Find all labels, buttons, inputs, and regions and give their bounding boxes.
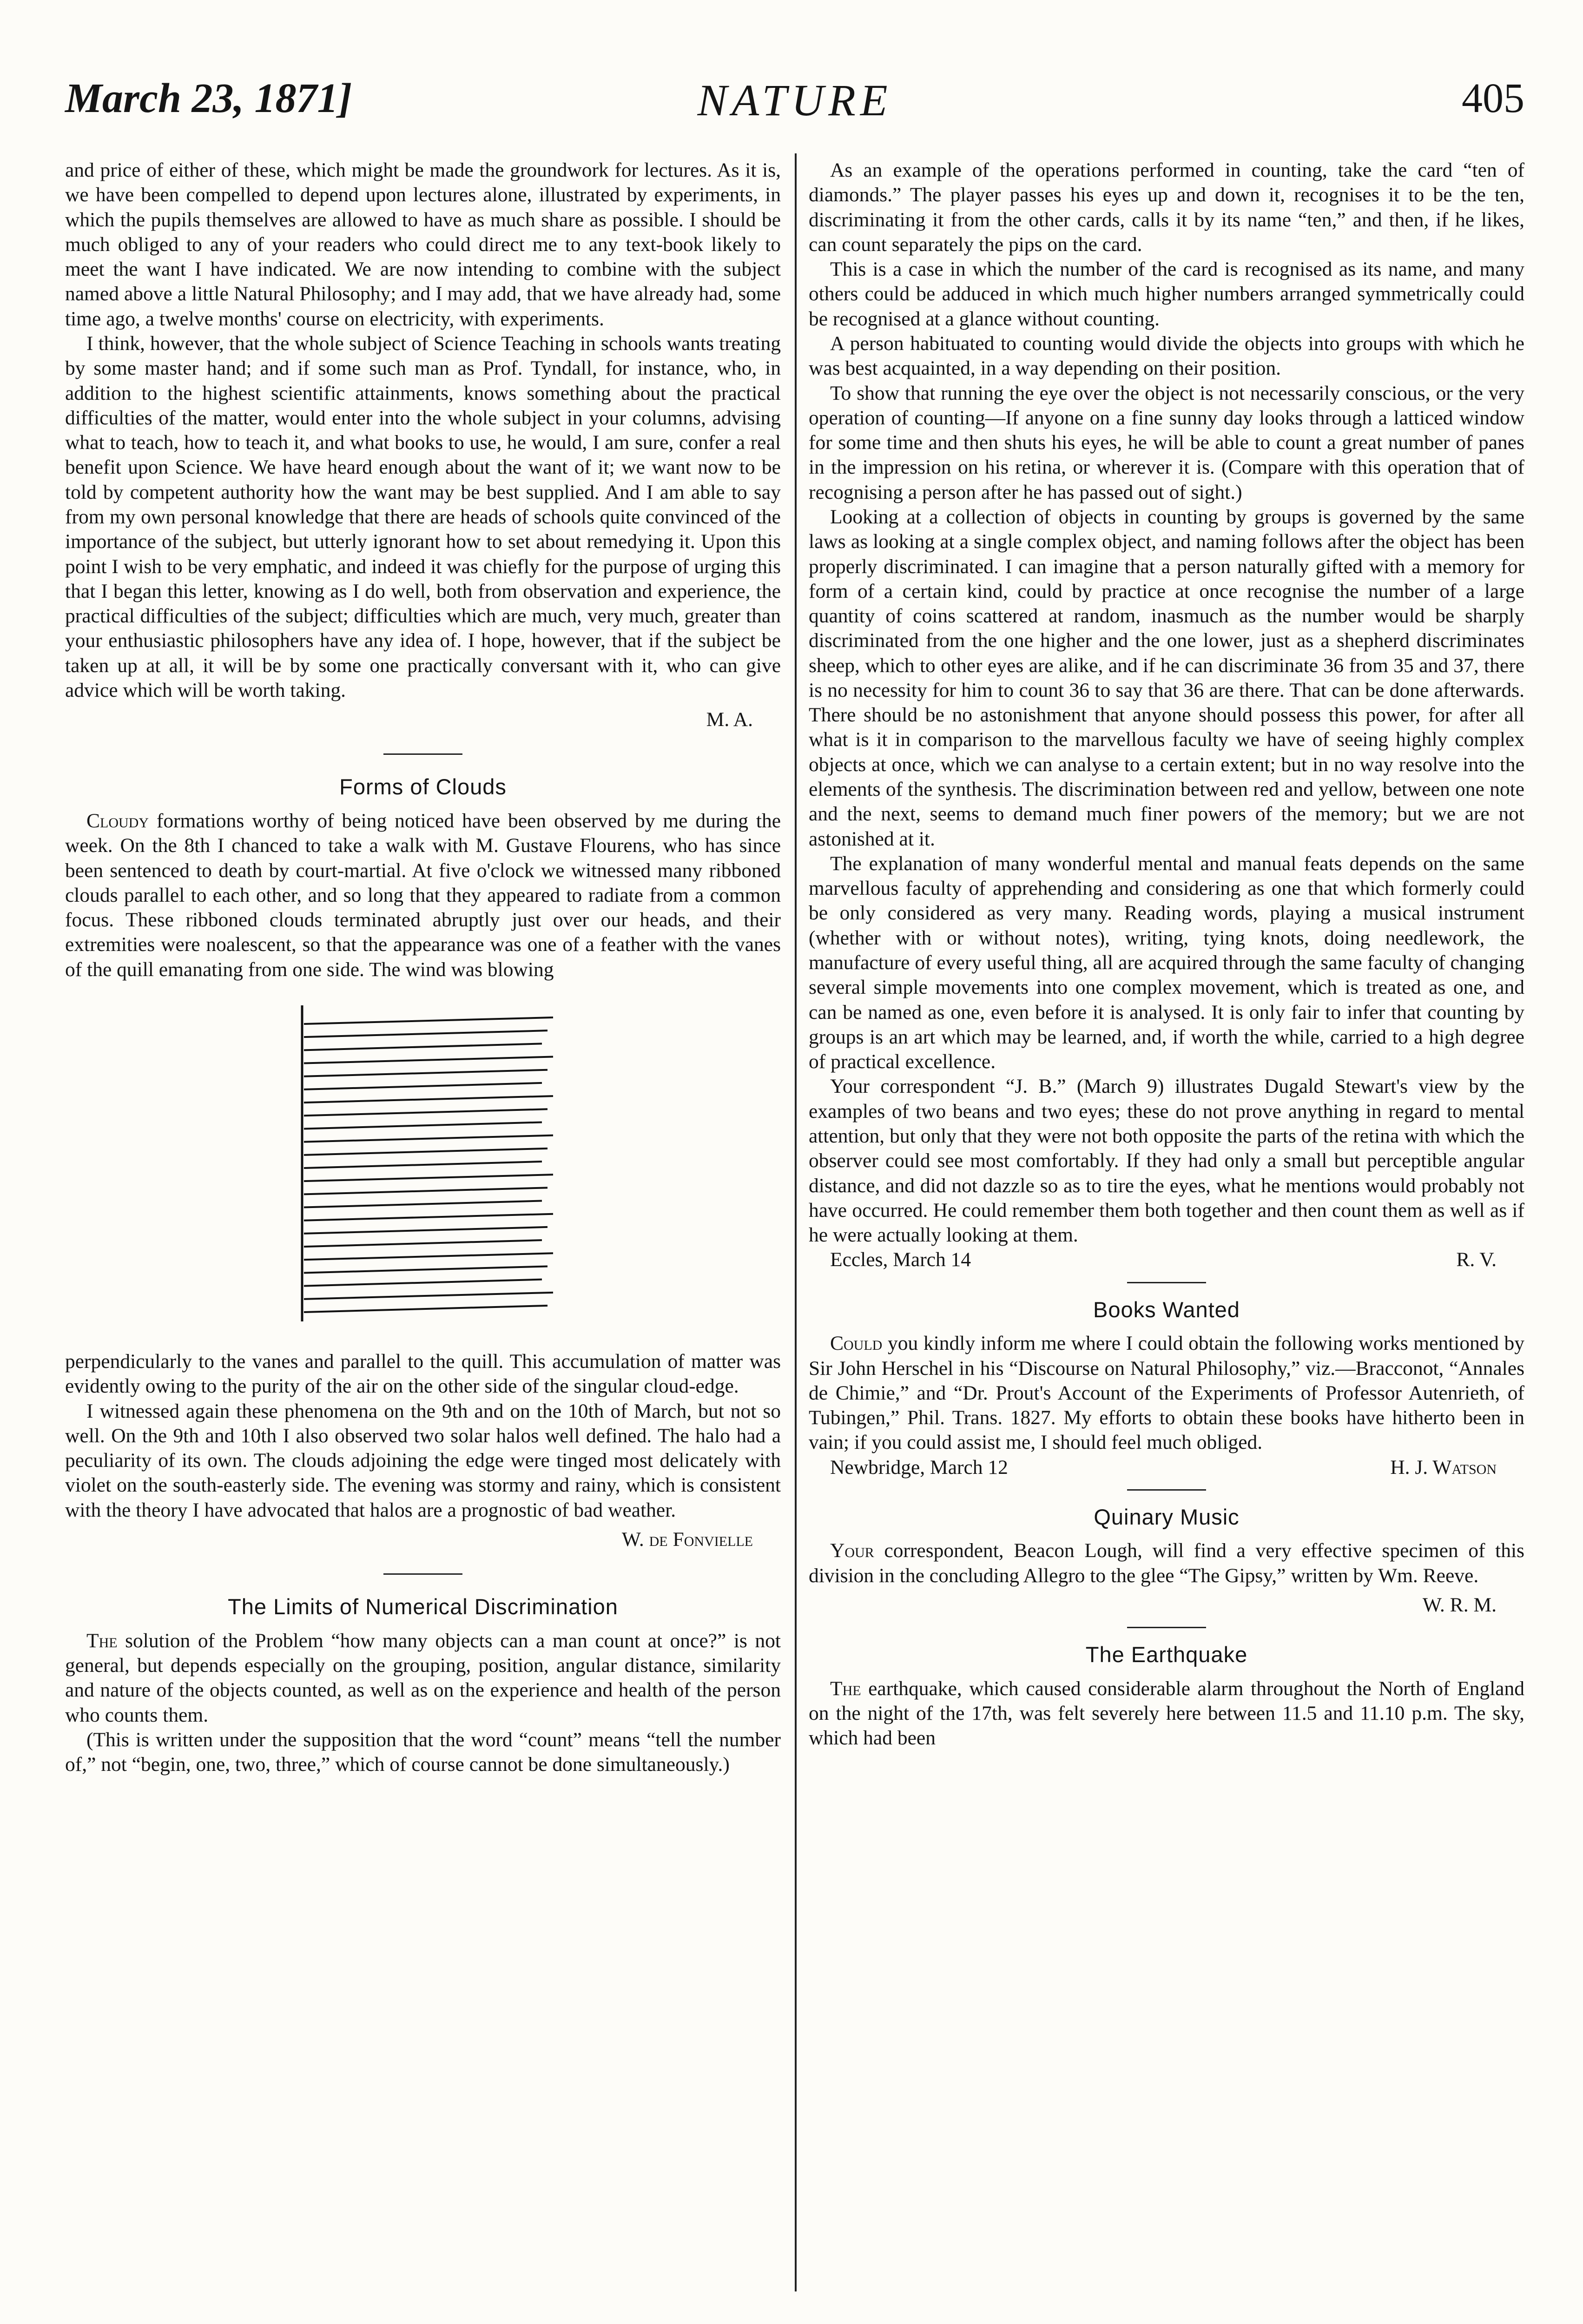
diagram-vane-line [304, 1266, 547, 1273]
left-column [65, 158, 781, 1777]
section-title-quinary: Quinary Music [1094, 1504, 1240, 1529]
limits-paragraph: The explanation of many wonderful mental and manual feats depends on the same marvellous faculty of apprehending and considering as one that which formerly could be only considered as very many. Reading words, playing a musical instrument (whether with or without notes), writing, tying knots, doing needlework, the manufacture of every useful thing, all are acquired through the same faculty of changing several simple movements into one complex movement, which is treated as one, and can be named as one, even before it is analysed. It is only fair to infer that counting by groups is an art which may be learned, and, if worth the while, carried to a high degree of practical excellence. [809, 852, 1524, 1073]
diagram-vane-line [304, 1188, 547, 1194]
clouds-paragraph: I witnessed again these phenomena on the 9th and on the 10th of March, but not so well. On the 9th and 10th I also observed two solar halos well defined. The halo had a peculiarity of its own. The clouds adjoining the edge were tinged most delicately with violet on the south-easterly side. The evening was stormy and rainy, which is consistent with the theory I have advocated that halos are a prognostic of bad weather. [65, 1400, 781, 1521]
limits-paragraph: As an example of the operations performed in counting, take the card “ten of diamonds.” The player passes his eyes up and down it, recognises it to be the ten, discriminating it from the other cards, calls it by its name “ten,” and then, if he likes, can count separately the pips on the card. [809, 159, 1524, 256]
diagram-vane-line [304, 1083, 542, 1089]
diagram-vanes [304, 1017, 553, 1312]
section-title-earthquake: The Earthquake [1085, 1642, 1248, 1667]
diagram-vane-line [304, 1293, 553, 1299]
limits-paragraph: This is a case in which the number of the card is recognised as its name, and many others could be adduced in which much higher numbers arranged symmetrically could be recognised at a glance without counting. [809, 258, 1524, 330]
limits-paragraph: To show that running the eye over the object is not necessarily conscious, or the very operation of counting—If anyone on a fine sunny day looks through a latticed window for some time and then shuts his eyes, he will be able to count a great number of panes in the impression on his retina, or wherever it is. (Compare with this operation that of recognising a person after he has passed out of sight.) [809, 382, 1524, 503]
diagram-vane-line [304, 1306, 547, 1312]
diagram-vane-line [304, 1136, 553, 1142]
limits-signature: R. V. [1456, 1248, 1497, 1271]
books-lead-word: Could [830, 1332, 883, 1355]
clouds-paragraph: perpendicularly to the vanes and parallel to the quill. This accumulation of matter was evidently owing to the purity of the air on the other side of the singular cloud-edge. [65, 1350, 781, 1398]
section-title-clouds: Forms of Clouds [339, 774, 507, 799]
section-divider [383, 753, 462, 755]
diagram-vane-line [304, 1201, 542, 1208]
diagram-vane-line [304, 1043, 542, 1050]
books-paragraph: you kindly inform me where I could obtain the following works mentioned by Sir John Herschel in his “Discourse on Natural Philosophy,” viz.—Bracconot, “Annales de Chimie,” and “Dr. Prout's Account of the Experiments of Professor Autenrieth, of Tubingen,” Phil. Trans. 1827. My efforts to obtain these books have hitherto been in vain; if you could assist me, I should feel much obliged. [809, 1332, 1524, 1454]
diagram-vane-line [304, 1122, 542, 1129]
page-number: 405 [1462, 75, 1524, 121]
right-column [809, 158, 1524, 1751]
diagram-vane-line [304, 1253, 553, 1260]
diagram-vane-line [304, 1030, 547, 1037]
clouds-lead-word: Cloudy [86, 810, 149, 832]
section-divider [383, 1573, 462, 1575]
issue-date: March 23, 1871] [65, 75, 352, 121]
limits-paragraph: (This is written under the supposition that the word “count” means “tell the number of,” not “begin, one, two, three,” which of course cannot be done simultaneously.) [65, 1728, 781, 1776]
quinary-paragraph: correspondent, Beacon Lough, will find a very effective specimen of this division in the concluding Allegro to the glee “The Gipsy,” written by Wm. Reeve. [809, 1539, 1524, 1587]
page-header [65, 70, 1524, 130]
section-title-books: Books Wanted [1093, 1297, 1240, 1322]
diagram-vane-line [304, 1070, 547, 1076]
limits-place: Eccles, March 14 [830, 1248, 971, 1271]
diagram-vane-line [304, 1240, 542, 1247]
clouds-paragraph: formations worthy of being noticed have been observed by me during the week. On the 8th I chanced to take a walk with M. Gustave Flourens, who has since been sentenced to death by court-martial. At five o'clock we witnessed many ribboned clouds parallel to each other, and so long that they appeared to radiate from a common focus. These ribboned clouds terminated abruptly just over our heads, and their extremities were noalescent, so that the appearance was one of a feather with the vanes of the quill emanating from one side. The wind was blowing [65, 810, 781, 981]
diagram-vane-line [304, 1280, 542, 1286]
quinary-lead-word: Your [830, 1539, 874, 1562]
letter-paragraph: I think, however, that the whole subject of Science Teaching in schools wants treating by some master hand; and if some such man as Prof. Tyndall, for instance, who, in addition to the highest scientific attainments, knows something about the practical difficulties of the matter, would enter into the whole subject in your columns, advising what to teach, how to teach it, and what books to use, he would, I am sure, confer a real benefit upon Science. We have heard enough about the want of it; we want now to be told by competent authority how the want may be best supplied. And I am able to say from my own personal knowledge that there are heads of schools quite convinced of the importance of the subject, but utterly ignorant how to set about remedying it. Upon this point I wish to be very emphatic, and indeed it was chiefly for the purpose of urging this that I began this letter, knowing as I do well, both from observation and experience, the practical difficulties of the subject; difficulties which are much, very much, greater than your enthusiastic philosophers have any idea of. I hope, however, that if the subject be taken up at all, it will be by some one practically conversant with it, who can give advice which will be worth taking. [65, 332, 781, 701]
diagram-vane-line [304, 1149, 547, 1155]
journal-title: NATURE [697, 75, 892, 125]
diagram-vane-line [304, 1017, 553, 1024]
limits-paragraph: solution of the Problem “how many objects can a man count at once?” is not general, but depends especially on the grouping, position, angular distance, similarity and nature of the objects counted, as well as on the experience and health of the person who counts them. [65, 1629, 781, 1726]
limits-dateline [809, 1248, 1524, 1272]
earthquake-lead-word: The [830, 1677, 861, 1700]
clouds-signature: W. de Fonvielle [621, 1528, 753, 1551]
limits-paragraph: Your correspondent “J. B.” (March 9) illustrates Dugald Stewart's view by the examples of two beans and two eyes; these do not prove anything in regard to mental attention, but only that they were not both opposite the parts of the retina with which the observer could see most comfortably. If they had only a small but perceptible angular distance, and did not dazzle so as to tire the eyes, what he mentions would probably not have occurred. He could remember them both together and then count them as well as if he were actually looking at them. [809, 1075, 1524, 1247]
column-divider [795, 153, 797, 2291]
diagram-vane-line [304, 1175, 553, 1181]
diagram-vane-line [304, 1227, 547, 1234]
quinary-signature: W. R. M. [1422, 1594, 1497, 1617]
books-dateline [809, 1455, 1524, 1480]
diagram-vane-line [304, 1214, 553, 1221]
section-divider [1127, 1282, 1206, 1283]
letter-paragraph: and price of either of these, which might be made the groundwork for lectures. As it is, we have been compelled to depend upon lectures alone, illustrated by experiments, in which the pupils themselves are allowed to have as much share as possible. I should be much obliged to any of your readers who could direct me to any text-book likely to meet the want I have indicated. We are now intending to combine with the subject named above a little Natural Philosophy; and I may add, that we have already had, some time ago, a twelve months' course on electricity, with experiments. [65, 159, 781, 330]
cloud-feather-diagram [274, 996, 572, 1331]
section-divider [1127, 1489, 1206, 1491]
letter-signature: M. A. [706, 708, 753, 731]
diagram-vane-line [304, 1096, 553, 1103]
books-place: Newbridge, March 12 [830, 1456, 1008, 1479]
limits-paragraph: A person habituated to counting would divide the objects into groups with which he was best acquainted, in a way depending on their position. [809, 332, 1524, 380]
section-divider [1127, 1627, 1206, 1628]
diagram-vane-line [304, 1109, 547, 1116]
diagram-vane-line [304, 1162, 542, 1168]
limits-paragraph: Looking at a collection of objects in counting by groups is governed by the same laws as looking at a single complex object, and naming follows after the object has been properly discriminated. I can imagine that a person naturally gifted with a memory for form of a certain kind, could by practice at once recognise the number of a large quantity of coins scattered at random, inasmuch as the number would be sharply discriminated from the one higher and the one lower, just as a shepherd discriminates sheep, which to other eyes are alike, and if he can discriminate 36 from 35 and 37, there is no necessity for him to count 36 to say that 36 are there. That can be done afterwards. There should be no astonishment that anyone should possess this power, for after all what is it in comparison to the marvellous faculty we have of seeing highly complex objects at once, which we can analyse to a certain extent; but in no way resolve into the elements of the synthesis. The discrimination between red and yellow, between one note and the next, seems to demand much finer powers of the memory; but we are not astonished at it. [809, 505, 1524, 850]
books-signature: H. J. Watson [1390, 1456, 1497, 1479]
diagram-vane-line [304, 1057, 553, 1063]
limits-lead-word: The [86, 1629, 118, 1652]
section-title-limits: The Limits of Numerical Discrimination [228, 1594, 618, 1619]
earthquake-paragraph: earthquake, which caused considerable alarm throughout the North of England on the night of the 17th, was felt severely here between 11.5 and 11.10 p.m. The sky, which had been [809, 1677, 1524, 1750]
